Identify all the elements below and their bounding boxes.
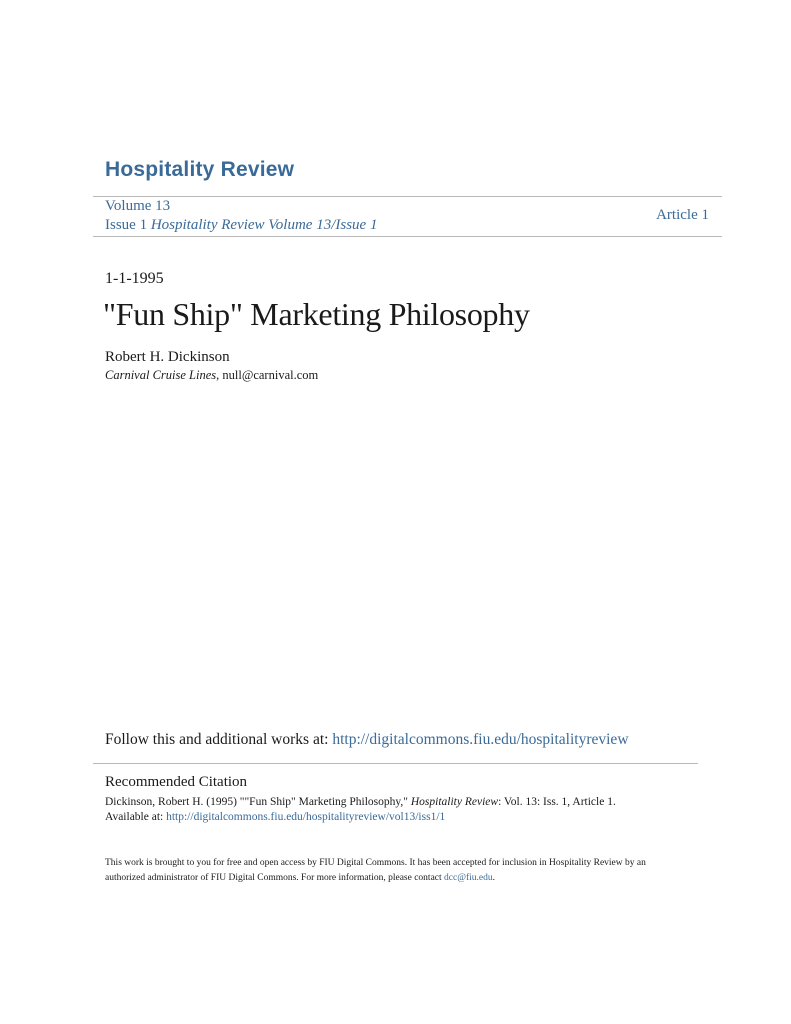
- contact-email-link[interactable]: dcc@fiu.edu: [444, 873, 493, 883]
- follow-prefix: Follow this and additional works at:: [105, 731, 333, 748]
- footer-line-2-prefix: authorized administrator of FIU Digital Commons. For more information, please contact: [105, 873, 445, 883]
- footer-line-2: [105, 871, 705, 886]
- citation-text-before: Dickinson, Robert H. (1995) ""Fun Ship" Marketing Philosophy,": [105, 796, 411, 808]
- footer-note: [105, 856, 705, 886]
- citation-text-after: : Vol. 13: Iss. 1, Article 1.: [498, 796, 616, 808]
- header-divider-top: [93, 196, 722, 197]
- citation-url-link[interactable]: http://digitalcommons.fiu.edu/hospitalityreview/vol13/iss1/1: [166, 811, 446, 823]
- follow-line: [105, 731, 629, 749]
- article-number-link[interactable]: Article 1: [656, 207, 709, 223]
- journal-title[interactable]: Hospitality Review: [105, 158, 295, 181]
- citation-available-prefix: Available at:: [105, 811, 167, 823]
- citation-text: [105, 795, 616, 825]
- header-divider-bottom: [93, 236, 722, 237]
- footer-line-2-suffix: .: [492, 873, 495, 883]
- article-title: "Fun Ship" Marketing Philosophy: [103, 296, 530, 332]
- volume-link[interactable]: Volume 13: [105, 198, 171, 214]
- author-email: null@carnival.com: [222, 368, 319, 382]
- citation-divider: [93, 763, 698, 764]
- author-name: Robert H. Dickinson: [105, 349, 230, 365]
- citation-journal: Hospitality Review: [410, 796, 499, 808]
- citation-heading: Recommended Citation: [105, 774, 248, 790]
- author-affiliation: Carnival Cruise Lines, null@carnival.com: [105, 368, 319, 382]
- footer-line-1: This work is brought to you for free and open access by FIU Digital Commons. It has been accepted for inclusion in Hospitality Review by an: [105, 858, 646, 868]
- citation-line: [105, 795, 616, 810]
- repository-link[interactable]: http://digitalcommons.fiu.edu/hospitalityreview: [332, 731, 629, 748]
- citation-available-line: [105, 810, 616, 825]
- publication-date: 1-1-1995: [105, 270, 164, 287]
- issue-line: [105, 217, 377, 234]
- affiliation-name: Carnival Cruise Lines: [105, 368, 217, 382]
- issue-collection-link[interactable]: Hospitality Review Volume 13/Issue 1: [150, 217, 378, 233]
- issue-link[interactable]: Issue 1: [105, 217, 148, 233]
